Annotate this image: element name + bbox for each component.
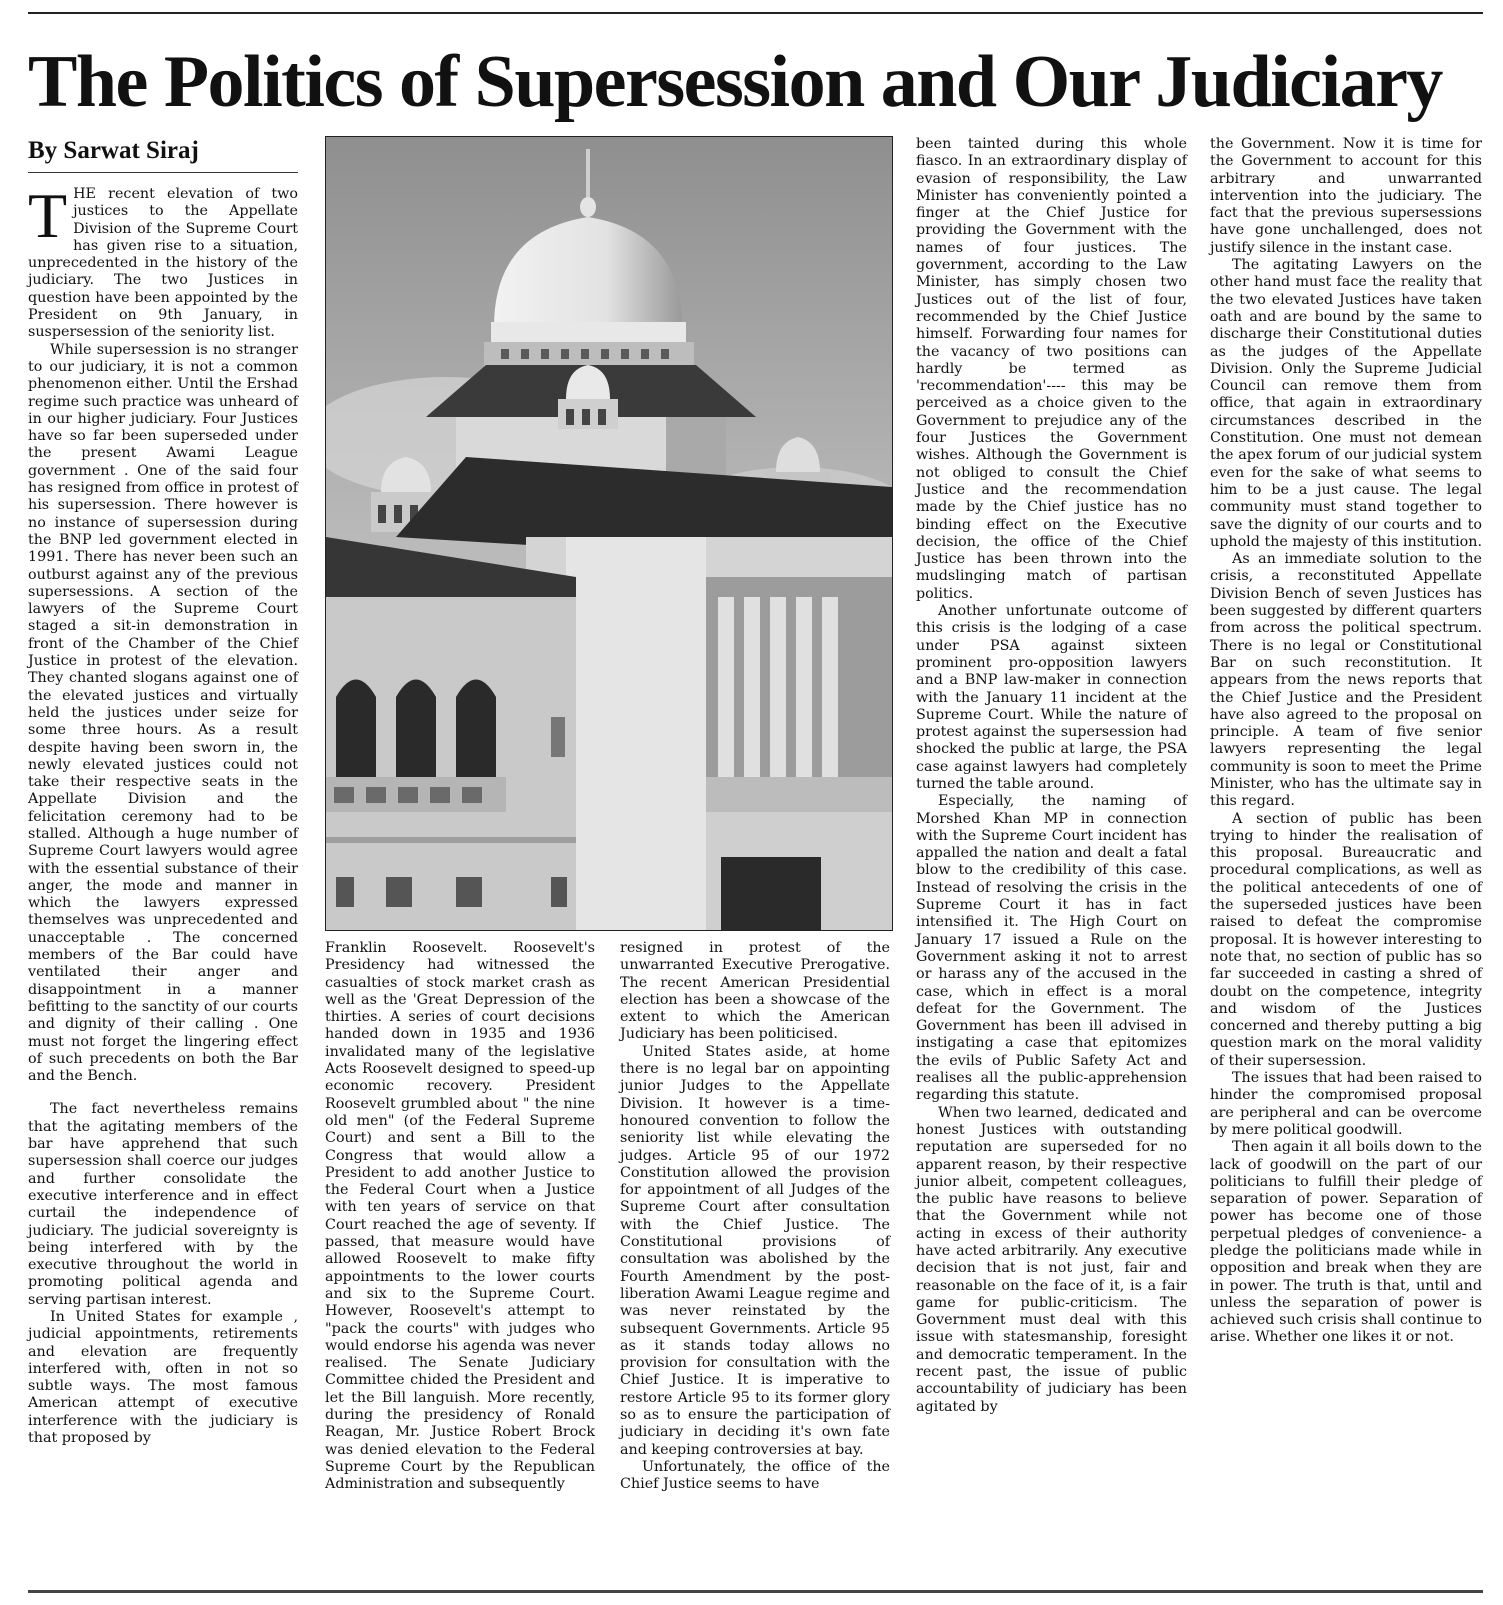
paragraph: resigned in protest of the unwarranted Executive Prerogative. The recent American Presidential election has been a showcase of the extent to which the American Judiciary has been politicised. [620, 940, 890, 1043]
bottom-rule [28, 1590, 1483, 1593]
paragraph: In United States for example , judicial appointments, retirements and elevation are frequently interfered with, often in not so subtle ways. The most famous American attempt of executive interference with the judiciary is that proposed by [28, 1309, 298, 1447]
paragraph: The agitating Lawyers on the other hand must face the reality that the two elevated Justices have taken oath and are bound by the same to discharge their Constitutional duties as the judges of the Appellate Division. Only the Supreme Judicial Council can remove them from office, that again in extraordinary circumstances described in the Constitution. One must not demean the apex forum of our judicial system even for the sake of what seems to him to be a just cause. The legal community must stand together to save the dignity of our courts and to uphold the majesty of this institution. [1210, 257, 1482, 550]
paragraph: the Government. Now it is time for the Government to account for this arbitrary and unwarranted intervention into the judiciary. The fact that the previous supersessions have gone unchallenged, does not justify silence in the instant case. [1210, 136, 1482, 256]
paragraph: As an immediate solution to the crisis, a reconstituted Appellate Division Bench of seven Justices has been suggested by different quarters from across the political spectrum. There is no legal or Constitutional Bar on such reconstitution. It appears from the news reports that the Chief Justice and the President have also agreed to the proposal on principle. A team of five senior lawyers representing the legal community is soon to meet the Prime Minister, who has the ultimate say in this regard. [1210, 551, 1482, 810]
paragraph: When two learned, dedicated and honest Justices with outstanding reputation are superseded for no apparent reason, by their respective junior albeit, competent colleagues, the public have reasons to believe that the Government while not acting in excess of their authority have acted arbitrarily. Any executive decision that is not just, fair and reasonable on the face of it, is a fair game for public-criticism. The Government must deal with this issue with statesmanship, foresight and democratic temperament. In the recent past, the issue of public accountability of judiciary has been agitated by [916, 1104, 1187, 1415]
article-column-4 [916, 136, 1187, 1416]
byline: By Sarwat Siraj [28, 136, 298, 173]
paragraph-text: HE recent elevation of two justices to the Appellate Division of the Supreme Court has given rise to a situation, unprecedented in the history of the judiciary. The two Justices in question have been appointed by the President on 9th January, in suspersession of the seniority list. [28, 186, 298, 341]
paragraph: The fact nevertheless remains that the agitating members of the bar have apprehend that such supersession shall coerce our judges and further consolidate the executive interference and in effect curtail the independence of judiciary. The judicial sovereignty is being interfered with by the executive throughout the world in promoting political agenda and serving partisan interest. [28, 1101, 298, 1308]
paragraph: Especially, the naming of Morshed Khan MP in connection with the Supreme Court incident has appalled the nation and dealt a fatal blow to the credibility of this case. Instead of resolving the crisis in the Supreme Court it has in fact intensified it. The High Court on January 17 issued a Rule on the Government asking it not to arrest or harass any of the accused in the case, which in effect is a moral defeat for the Government. The Government has been ill advised in instigating a case that epitomizes the evils of Public Safety Act and realises all the public-apprehension regarding this statute. [916, 793, 1187, 1104]
paragraph [28, 180, 298, 342]
drop-cap: T [28, 180, 68, 251]
headline: The Politics of Supersession and Our Judiciary [28, 41, 1442, 123]
paragraph: Then again it all boils down to the lack of goodwill on the part of our politicians to fulfill their pledge of separation of power. Separation of power has become one of those perpetual pledges of convenience- a pledge the politicians made while in opposition and break when they are in power. The truth is that, until and unless the separation of power is achieved such crisis shall continue to arise. Whether one likes it or not. [1210, 1139, 1482, 1346]
article-column-5 [1210, 136, 1482, 1347]
article-column-2 [325, 940, 595, 1494]
top-rule [28, 12, 1483, 14]
paragraph: While supersession is no stranger to our judiciary, it is not a common phenomenon either. Until the Ershad regime such practice was unheard of in our higher judiciary. Four Justices have so far been superseded under the present Awami League government . One of the said four has resigned from office in protest of his supersession. There however is no instance of supersession during the BNP led government elected in 1991. There has never been such an outburst against any of the previous supersessions. A section of the lawyers of the Supreme Court staged a sit-in demonstration in front of the Chamber of the Chief Justice in protest of the elevation. They chanted slogans against one of the elevated justices and virtually held the justices under seize for some three hours. As a result despite having been sworn in, the newly elevated justices could not take their respective seats in the Appellate Division and the felicitation ceremony had to be stalled. Although a huge number of Supreme Court lawyers would agree with the essential substance of their anger, the mode and manner in which the lawyers expressed themselves was unprecedented and unacceptable . The concerned members of the Bar could have ventilated their anger and disappointment in a manner befitting to the sanctity of our courts and dignity of their calling . One must not forget the lingering effect of such precedents on both the Bar and the Bench. [28, 341, 298, 1085]
supreme-court-building-image [326, 137, 892, 930]
paragraph: A section of public has been trying to hinder the realisation of this proposal. Bureaucratic and procedural complications, as well as the political antecedents of one of the superseded justices have been raised to defeat the compromise proposal. It is however interesting to note that, no section of public has so far succeeded in casting a shred of doubt on the competence, integrity and wisdom of the Justices concerned and thereby putting a big question mark on the moral validity of their supersession. [1210, 810, 1482, 1069]
article-column-1 [28, 180, 298, 1447]
paragraph: Another unfortunate outcome of this crisis is the lodging of a case under PSA against sixteen prominent pro-opposition lawyers and a BNP law-maker in connection with the January 11 incident at the Supreme Court. While the nature of protest against the supersession had shocked the public at large, the PSA case against lawyers had completely turned the table around. [916, 603, 1187, 792]
paragraph: The issues that had been raised to hinder the compromised proposal are peripheral and can be overcome by mere political goodwill. [1210, 1070, 1482, 1138]
paragraph: Franklin Roosevelt. Roosevelt's Presidency had witnessed the casualties of stock market crash as well as the 'Great Depression of the thirties. A series of court decisions handed down in 1935 and 1936 invalidated many of the legislative Acts Roosevelt designed to speed-up economic recovery. President Roosevelt grumbled about " the nine old men" (of the Federal Supreme Court) and sent a Bill to the Congress that would allow a President to add another Justice to the Federal Court when a Justice with ten years of service on that Court reached the age of seventy. If passed, that measure would have allowed Roosevelt to make fifty appointments to the lower courts and six to the Supreme Court. However, Roosevelt's attempt to "pack the courts" with judges who would endorse his agenda was never realised. The Senate Judiciary Committee chided the President and let the Bill languish. More recently, during the presidency of Ronald Reagan, Mr. Justice Robert Brock was denied elevation to the Federal Supreme Court by the Republican Administration and subsequently [325, 940, 595, 1493]
paragraph: been tainted during this whole fiasco. In an extraordinary display of evasion of responsibility, the Law Minister has conveniently pointed a finger at the Chief Justice for providing the Government with the names of four justices. The government, according to the Law Minister, has simply chosen two Justices out of the list of four, recommended by the Chief Justice himself. Forwarding four names for the vacancy of two positions can hardly be termed as 'recommendation'---- this may be perceived as a choice given to the Government to prejudice any of the four Justices the Government wishes. Although the Government is not obliged to consult the Chief Justice and the recommendation made by the Chief justice has no binding effect on the Executive decision, the office of the Chief Justice has been thrown into the mudslinging match of partisan politics. [916, 136, 1187, 602]
paragraph: United States aside, at home there is no legal bar on appointing junior Judges to the Appellate Division. It however is a time-honoured convention to follow the seniority list while elevating the judges. Article 95 of our 1972 Constitution allowed the provision for appointment of all Judges of the Supreme Court after consultation with the Chief Justice. The Constitutional provisions of consultation was abolished by the Fourth Amendment by the post- liberation Awami League regime and was never reinstated by the subsequent Governments. Article 95 as it stands today allows no provision for consultation with the Chief Justice. It is imperative to restore Article 95 to its former glory so as to ensure the participation of judiciary in deciding it's own fate and keeping controversies at bay. [620, 1043, 890, 1458]
paragraph: Unfortunately, the office of the Chief Justice seems to have [620, 1458, 890, 1493]
supreme-court-photo [325, 136, 893, 931]
article-column-3 [620, 940, 890, 1494]
